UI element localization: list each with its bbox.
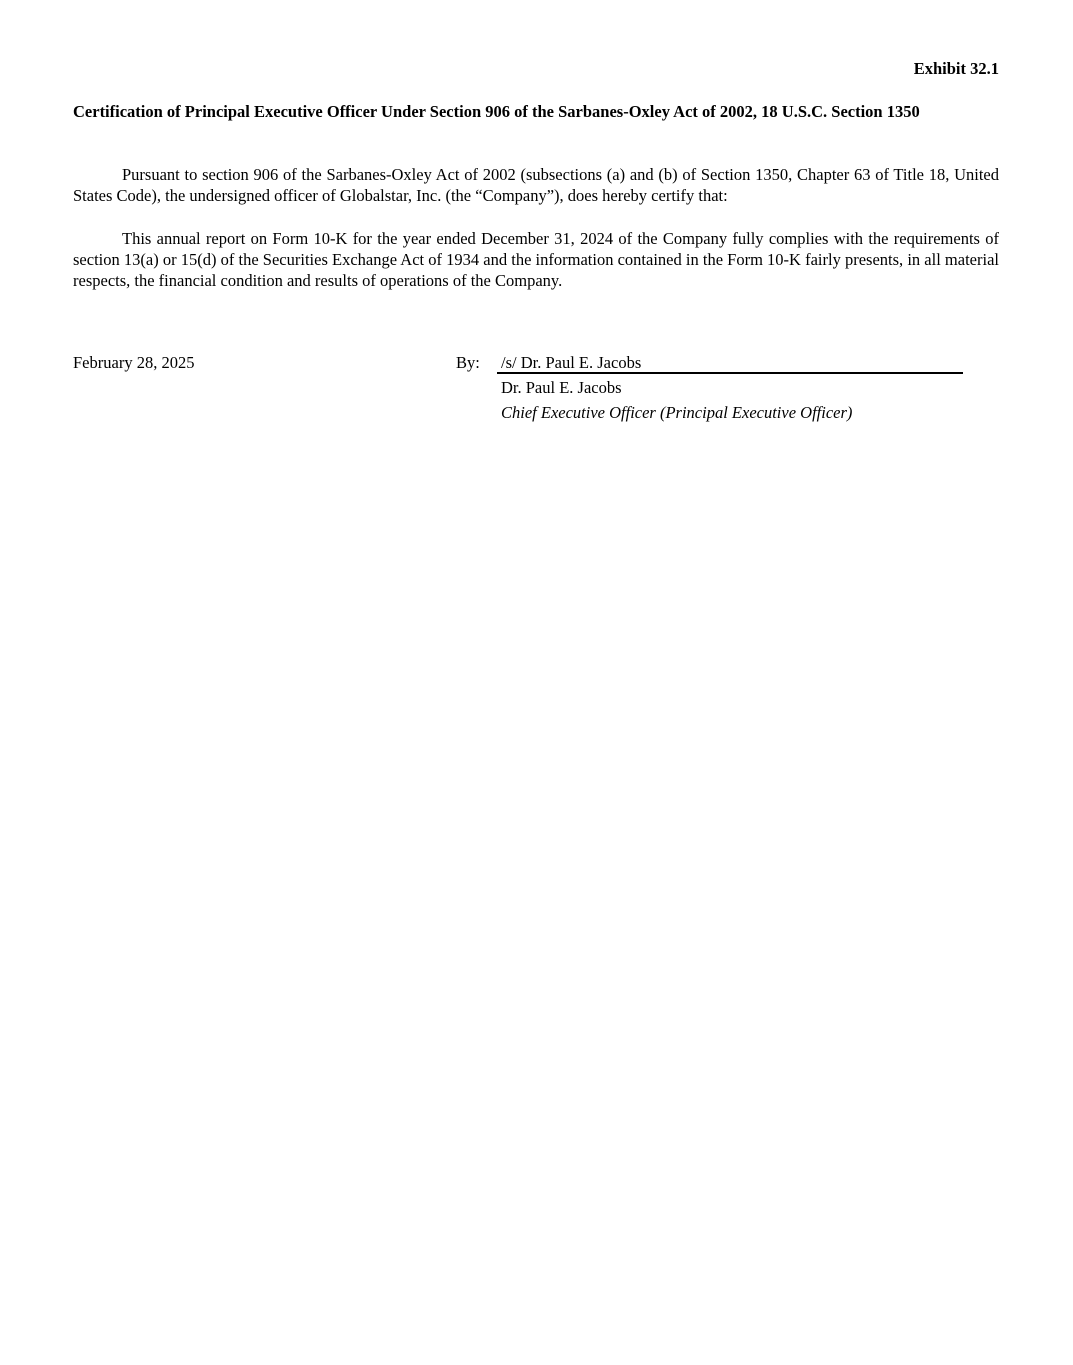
body-paragraph-2: This annual report on Form 10-K for the year ended December 31, 2024 of the Company fully complies with the requirements of section 13(a) or 15(d) of the Securities Exchange Act of 1934 and the information contained in the Form 10-K fairly presents, in all material respects, the financial condition and results of operations of the Company. bbox=[73, 229, 999, 290]
by-label: By: bbox=[456, 353, 480, 372]
body-paragraph-1: Pursuant to section 906 of the Sarbanes-Oxley Act of 2002 (subsections (a) and (b) of Section 1350, Chapter 63 of Title 18, United States Code), the undersigned officer of Globalstar, Inc. (the “Company”), does hereby certify that: bbox=[73, 165, 999, 205]
signature-date: February 28, 2025 bbox=[73, 353, 195, 372]
exhibit-label: Exhibit 32.1 bbox=[913, 59, 999, 78]
signature-line bbox=[497, 352, 963, 374]
signature-text: /s/ Dr. Paul E. Jacobs bbox=[501, 353, 642, 372]
signer-name: Dr. Paul E. Jacobs bbox=[501, 378, 622, 397]
certification-heading: Certification of Principal Executive Officer Under Section 906 of the Sarbanes-Oxley Act of 2002, 18 U.S.C. Section 1350 bbox=[73, 102, 920, 121]
signer-title: Chief Executive Officer (Principal Executive Officer) bbox=[501, 403, 853, 422]
